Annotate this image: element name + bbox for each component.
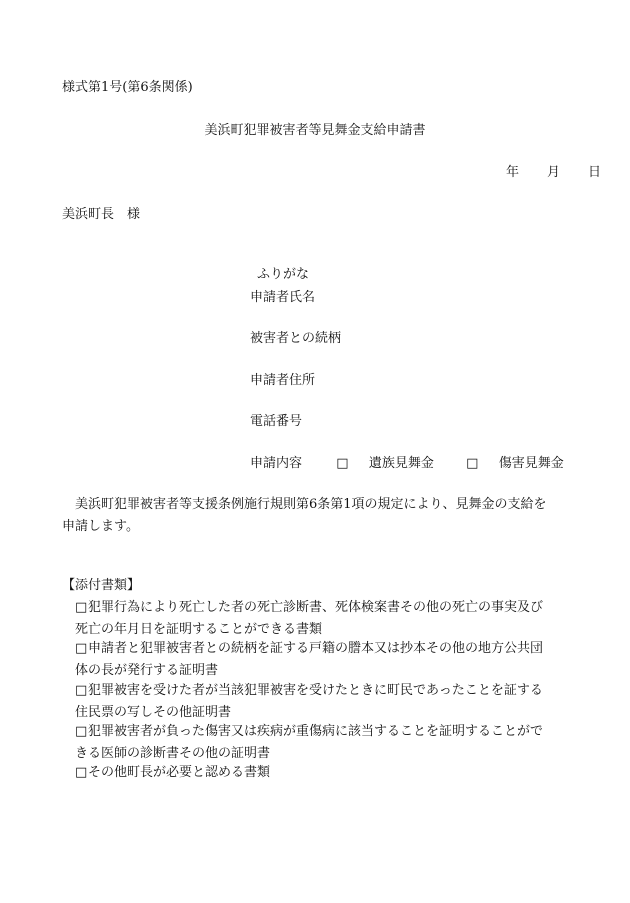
- date-year-field[interactable]: [466, 165, 506, 181]
- bereaved-family-option-label: 遺族見舞金: [368, 456, 434, 471]
- phone-number-label: 電話番号: [250, 414, 303, 429]
- attachment-item: [62, 638, 581, 682]
- furigana-label: ふりがな: [257, 267, 310, 282]
- attachment-checkbox[interactable]: □: [75, 683, 88, 698]
- attachment-text: 犯罪行為により死亡した者の死亡診断書、死体検案書その他の死亡の事実及び: [88, 600, 544, 615]
- attachment-text: 犯罪被害を受けた者が当該犯罪被害を受けたときに町民であったことを証する: [88, 683, 543, 698]
- date-year-label: 年: [506, 165, 520, 180]
- application-statement: [62, 494, 568, 538]
- injury-option-label: 傷害見舞金: [498, 456, 564, 471]
- attachment-text: 死亡の年月日を証明することができる書類: [75, 622, 323, 637]
- applicant-address-label: 申請者住所: [250, 373, 316, 388]
- attachment-item: [62, 597, 581, 641]
- attachment-text: 申請者と犯罪被害者との続柄を証する戸籍の謄本又は抄本その他の地方公共団: [88, 641, 544, 656]
- attachment-text: 住民票の写しその他証明書: [75, 705, 232, 720]
- attachment-item: [62, 680, 581, 724]
- attachment-text: 体の長が発行する証明書: [75, 663, 219, 678]
- date-month-label: 月: [547, 165, 561, 180]
- attachment-checkbox[interactable]: □: [75, 765, 88, 780]
- statement-line: 申請します。: [62, 519, 139, 534]
- attachment-text: その他町長が必要と認める書類: [88, 765, 271, 780]
- statement-line: 美浜町犯罪被害者等支援条例施行規則第6条第1項の規定により、見舞金の支給を: [75, 497, 547, 512]
- injury-checkbox[interactable]: □: [466, 456, 479, 471]
- form-number: 様式第1号(第6条関係): [62, 80, 193, 95]
- application-content-label: 申請内容: [250, 456, 303, 471]
- document-title: 美浜町犯罪被害者等見舞金支給申請書: [204, 123, 426, 138]
- relationship-label: 被害者との続柄: [250, 331, 342, 346]
- date-line: [466, 165, 601, 181]
- attachment-item: [62, 721, 581, 765]
- attachment-item: [62, 762, 581, 784]
- application-content-row: [250, 456, 564, 472]
- attachment-checkbox[interactable]: □: [75, 641, 88, 656]
- date-day-label: 日: [588, 165, 602, 180]
- bereaved-family-checkbox[interactable]: □: [336, 456, 349, 471]
- attachment-text: 犯罪被害者が負った傷害又は疾病が重傷病に該当することを証明することがで: [88, 724, 544, 739]
- attachment-text: きる医師の診断書その他の証明書: [75, 746, 271, 761]
- attachments-heading: 【添付書類】: [62, 578, 141, 593]
- attachment-checkbox[interactable]: □: [75, 600, 88, 615]
- addressee: 美浜町長 様: [62, 207, 141, 222]
- attachment-checkbox[interactable]: □: [75, 724, 88, 739]
- applicant-name-label: 申請者氏名: [250, 290, 316, 305]
